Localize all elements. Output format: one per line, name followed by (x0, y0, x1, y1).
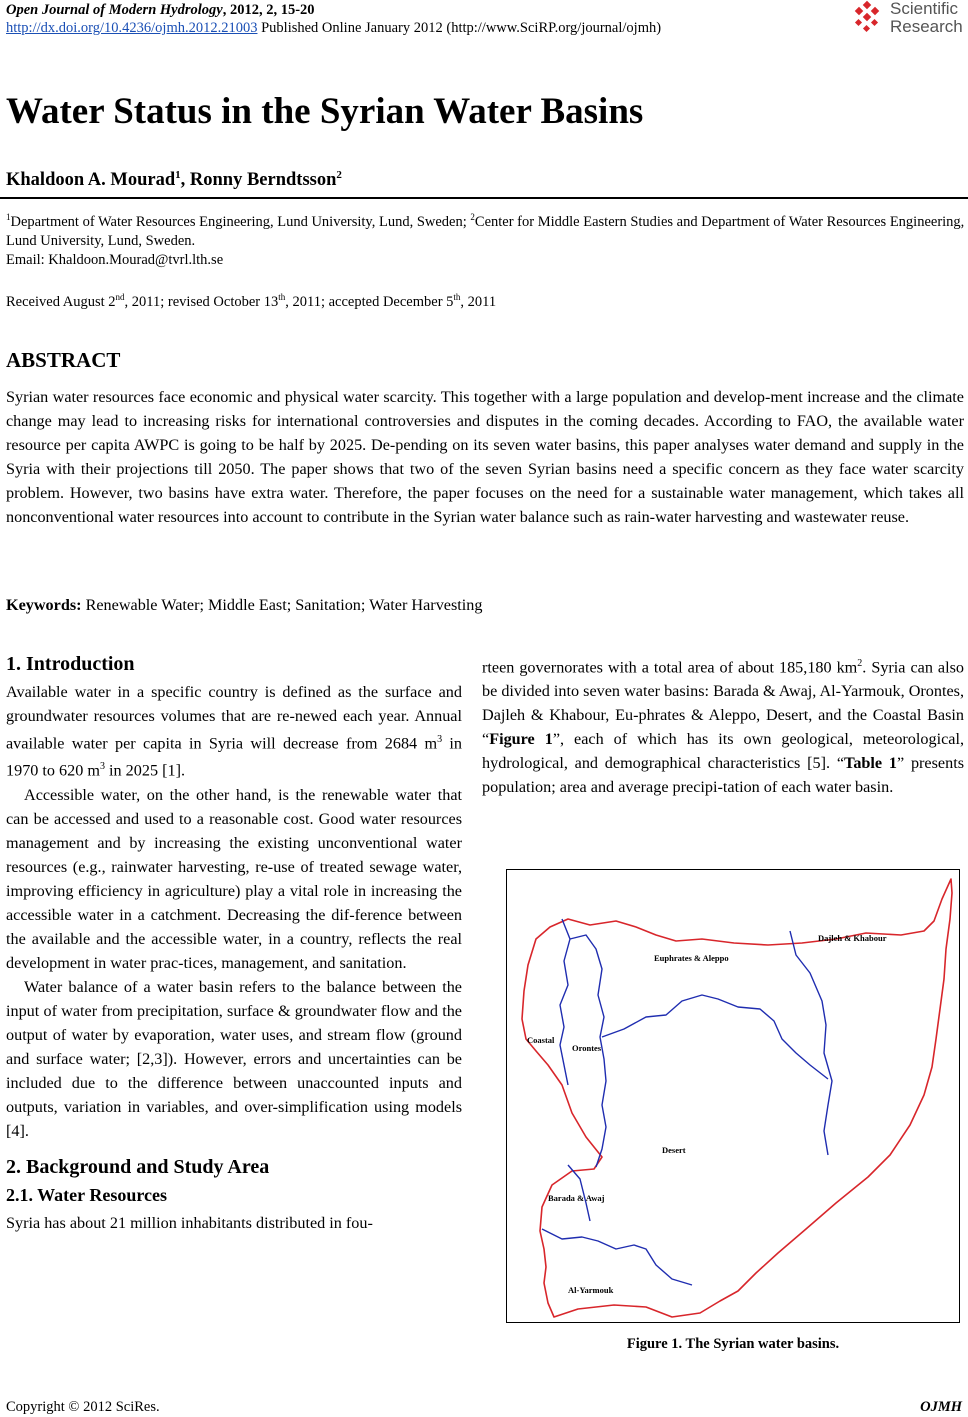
keywords-label: Keywords: (6, 596, 82, 614)
section-2-heading: 2. Background and Study Area (6, 1155, 270, 1178)
accepted-sup: th (453, 292, 461, 302)
intro-paragraph-3: Water balance of a water basin refers to the balance between the input of water from precipitation, surface & groundwater flow and the output of water by evaporation, water uses, and stream flow (ground and surface water; [2,3]). However, errors and uncertainties can be included due to the difference between unaccounted inputs and outputs, variation in variables, and over-simplification using models [4]. (6, 977, 462, 1140)
received-sup: nd (115, 292, 125, 302)
author-1: Khaldoon A. Mourad (6, 170, 176, 191)
intro-p1-sup1: 3 (437, 734, 443, 745)
bg-text-d: ” presents population; area and average precipi-tation of each water basin. (482, 754, 964, 797)
affil-sup-2: 2 (470, 212, 475, 222)
intro-paragraph-2: Accessible water, on the other hand, is the renewable water that can be accessed and used to a reasonable cost. Good water resources management and by increasing the existing unconventional water resources (e.g., rainwater harvesting, re-use of treated sewage water, improving efficiency in agriculture) play a vital role in increasing the accessible water in a catchment. Decreasing the dif-ference between the available and the accessible water, in a country, reflects the real development in water prac-tices, management, and sanitation. (6, 785, 462, 972)
right-column (482, 652, 964, 799)
publisher-logo (850, 0, 968, 42)
label-coastal: Coastal (527, 1035, 555, 1045)
label-orontes: Orontes (572, 1043, 602, 1053)
received-dates (6, 292, 496, 311)
intro-p1-sup2: 3 (99, 761, 105, 773)
background-paragraph-start: Syria has about 21 million inhabitants distributed in fou- (6, 1213, 373, 1232)
table-1-reference[interactable]: Table 1 (844, 754, 897, 773)
accepted-part: , 2011; accepted December 5 (285, 293, 454, 310)
revised-part: , 2011; revised October 13 (124, 293, 279, 310)
keywords (6, 596, 482, 615)
author-separator: , (180, 170, 190, 191)
author-email: Email: Khaldoon.Mourad@tvrl.lth.se (6, 251, 224, 268)
logo-wordmark (890, 0, 963, 36)
published-note: Published Online January 2012 (http://www.SciRP.org/journal/ojmh) (257, 20, 662, 36)
abstract-heading: ABSTRACT (6, 348, 121, 372)
section-1-heading: 1. Introduction (6, 653, 135, 675)
doi-line (6, 20, 661, 37)
journal-name: Open Journal of Modern Hydrology (6, 2, 223, 18)
bg-text-a: rteen governorates with a total area of about 185,180 km (482, 658, 858, 677)
year-part: , 2011 (460, 293, 497, 310)
keywords-list: Renewable Water; Middle East; Sanitation; Water Harvesting (81, 596, 483, 614)
abstract-text: Syrian water resources face economic and physical water scarcity. This together with a large population and develop-ment increase and the climate change may lead to increasing risks for international controversies and disputes in the coming decades. According to FAO, the available water resource per capita AWPC is going to be half by 2025. De-pending on its seven water basins, this paper analyses water demand and supply in the Syria with their projections till 2050. The paper shows that two of the seven Syrian basins need a specific concern as they face water scarcity problem. However, two basins have extra water. Therefore, the paper focuses on the need for a sustainable water management, which takes all nonconventional water resources into account to contribute in the Syrian water balance such as rain-water harvesting and wastewater reuse. (6, 388, 964, 526)
author-1-affil: 1 (175, 169, 181, 181)
logo-line-2: Research (890, 17, 963, 36)
affil-1: Department of Water Resources Engineering, Lund University, Lund, Sweden; (10, 213, 471, 230)
label-yarmouk: Al-Yarmouk (568, 1285, 614, 1295)
affil-2: Center for Middle Eastern Studies and Department of Water Resources Engineering, Lund University, Lund, Sweden. (6, 213, 965, 249)
intro-p1-c: in 2025 [1]. (104, 761, 186, 780)
left-column (6, 652, 462, 1235)
logo-line-1: Scientific (890, 0, 959, 18)
figure-1-caption: Figure 1. The Syrian water basins. (626, 1336, 840, 1352)
label-desert: Desert (662, 1145, 686, 1155)
intro-p1-a: Available water in a specific country is defined as the surface and groundwater resources volumes that are re-newed each year. Annual available water per capita in Syria will decrease from 2684 m (6, 683, 462, 753)
doi-link[interactable]: http://dx.doi.org/10.4236/ojmh.2012.21003 (6, 20, 258, 36)
label-dajleh: Dajleh & Khabour (818, 933, 887, 943)
intro-paragraph-1 (6, 680, 462, 783)
bg-text-b: . Syria can also be divided into seven water basins: Barada & Awaj, Al-Yarmouk, Orontes, Dajleh & Khabour, Eu-phrates & Aleppo, Desert, and the Coastal Basin “ (482, 658, 965, 749)
label-barada: Barada & Awaj (548, 1193, 605, 1203)
author-list (6, 169, 342, 191)
background-paragraph-cont (482, 652, 964, 799)
affiliations (6, 208, 966, 270)
paper-title: Water Status in the Syrian Water Basins (6, 91, 644, 132)
journal-volume: , 2012, 2, 15-20 (222, 2, 315, 18)
author-2: Ronny Berndtsson (189, 170, 337, 191)
affil-sup-1: 1 (6, 212, 11, 222)
subsection-2-1-heading: 2.1. Water Resources (6, 1184, 167, 1205)
bg-text-c: ”, each of which has its own geological, meteorological, hydrological, and demographical characteristics [5]. “ (482, 730, 964, 773)
journal-header (6, 2, 315, 19)
label-euphrates: Euphrates & Aleppo (654, 953, 729, 963)
revised-sup: th (278, 292, 286, 302)
journal-abbreviation: OJMH (920, 1399, 962, 1415)
author-2-affil: 2 (336, 169, 342, 181)
figure-1 (506, 869, 960, 1323)
figure-1-reference[interactable]: Figure 1 (489, 730, 553, 749)
bg-sup: 2 (857, 658, 863, 669)
title-rule (0, 197, 968, 199)
intro-p1-b: in 1970 to 620 m (6, 734, 463, 780)
scirp-logo-icon (850, 0, 890, 40)
syria-basin-map (506, 869, 960, 1323)
copyright-notice: Copyright © 2012 SciRes. (6, 1399, 160, 1415)
received-part: Received August 2 (6, 293, 116, 310)
